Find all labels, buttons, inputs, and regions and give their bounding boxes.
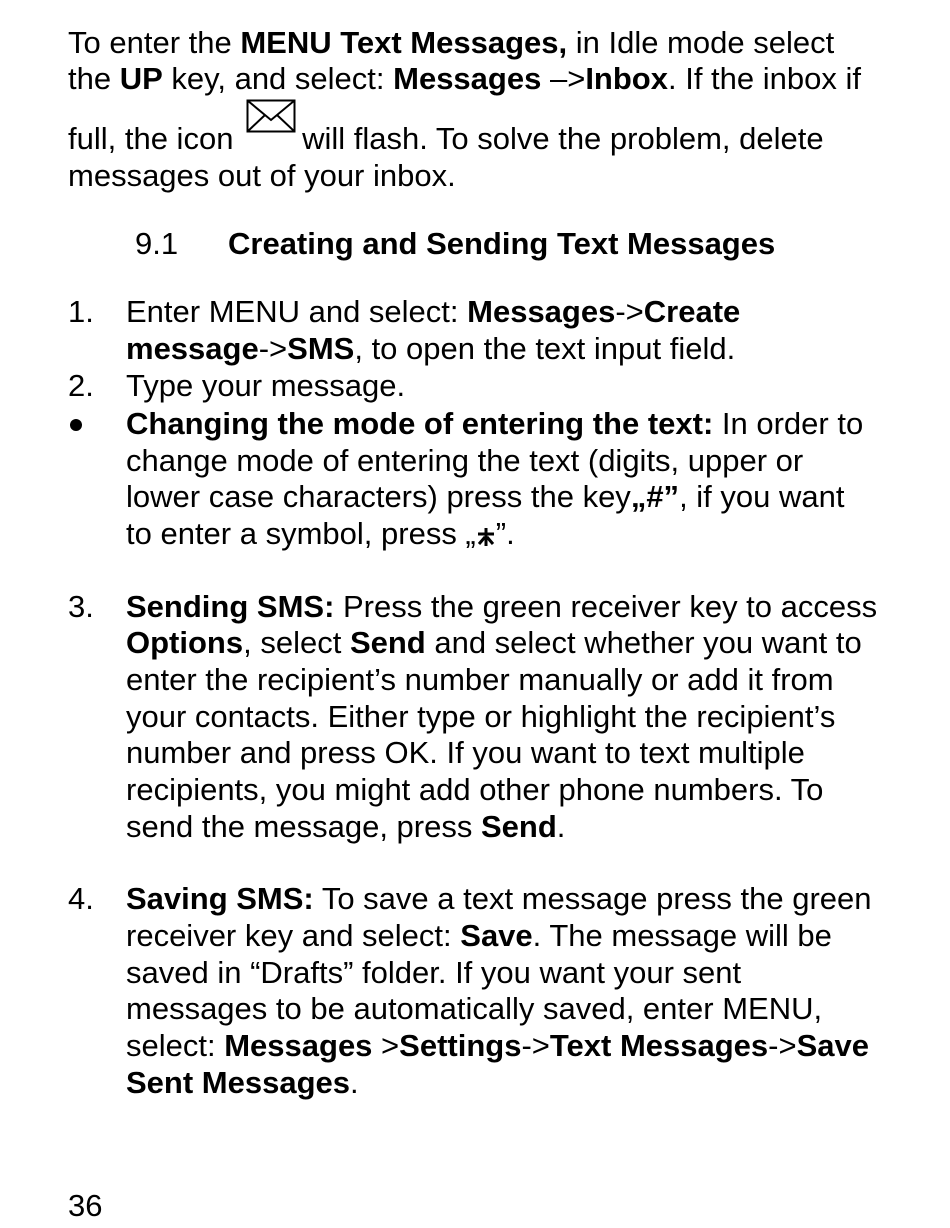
- step-4-line-3: saved in “Drafts” folder. If you want your sent: [126, 955, 742, 990]
- step-1-number: 1.: [68, 294, 94, 329]
- intro-line-3: full, the icon will flash. To solve the problem, delete: [68, 121, 824, 157]
- envelope-icon: [246, 99, 296, 133]
- intro-line-1: To enter the MENU Text Messages, in Idle mode select: [68, 25, 835, 60]
- section-number: 9.1: [135, 226, 179, 261]
- section-title: Creating and Sending Text Messages: [228, 226, 776, 261]
- step-2-number: 2.: [68, 368, 94, 403]
- bullet-line-1: Changing the mode of entering the text: In order to: [126, 406, 864, 441]
- bullet-dot: [70, 419, 82, 431]
- step-3-line-7: send the message, press Send.: [126, 809, 566, 844]
- step-3-line-5: number and press OK. If you want to text multiple: [126, 735, 805, 770]
- step-4-line-1: Saving SMS: To save a text message press the green: [126, 881, 872, 916]
- step-1-line-1: Enter MENU and select: Messages->Create: [126, 294, 741, 329]
- bullet-line-3: lower case characters) press the key„#”, if you want: [126, 479, 845, 514]
- step-3-line-1: Sending SMS: Press the green receiver key to access: [126, 589, 878, 624]
- step-4-line-2: receiver key and select: Save. The message will be: [126, 918, 832, 953]
- step-4-line-5: select: Messages >Settings->Text Messages->Save: [126, 1028, 869, 1063]
- step-3-line-2: Options, select Send and select whether you want to: [126, 625, 862, 660]
- step-2-line-1: Type your message.: [126, 368, 406, 403]
- step-3-line-4: your contacts. Either type or highlight the recipient’s: [126, 699, 836, 734]
- step-4-line-6: Sent Messages.: [126, 1065, 359, 1100]
- bullet-line-2: change mode of entering the text (digits, upper or: [126, 443, 804, 478]
- intro-line-4: messages out of your inbox.: [68, 158, 456, 193]
- step-1-line-2: message->SMS, to open the text input field.: [126, 331, 736, 366]
- page-number: 36: [68, 1188, 103, 1223]
- step-3-number: 3.: [68, 589, 94, 624]
- step-3-line-6: recipients, you might add other phone numbers. To: [126, 772, 824, 807]
- step-4-line-4: messages to be automatically saved, enter MENU,: [126, 991, 823, 1026]
- asterisk-key-icon: [476, 520, 496, 542]
- intro-line-2: the UP key, and select: Messages –>Inbox. If the inbox if: [68, 61, 861, 96]
- step-3-line-3: enter the recipient’s number manually or add it from: [126, 662, 834, 697]
- step-4-number: 4.: [68, 881, 94, 916]
- bullet-line-4: to enter a symbol, press „ ”.: [126, 516, 515, 551]
